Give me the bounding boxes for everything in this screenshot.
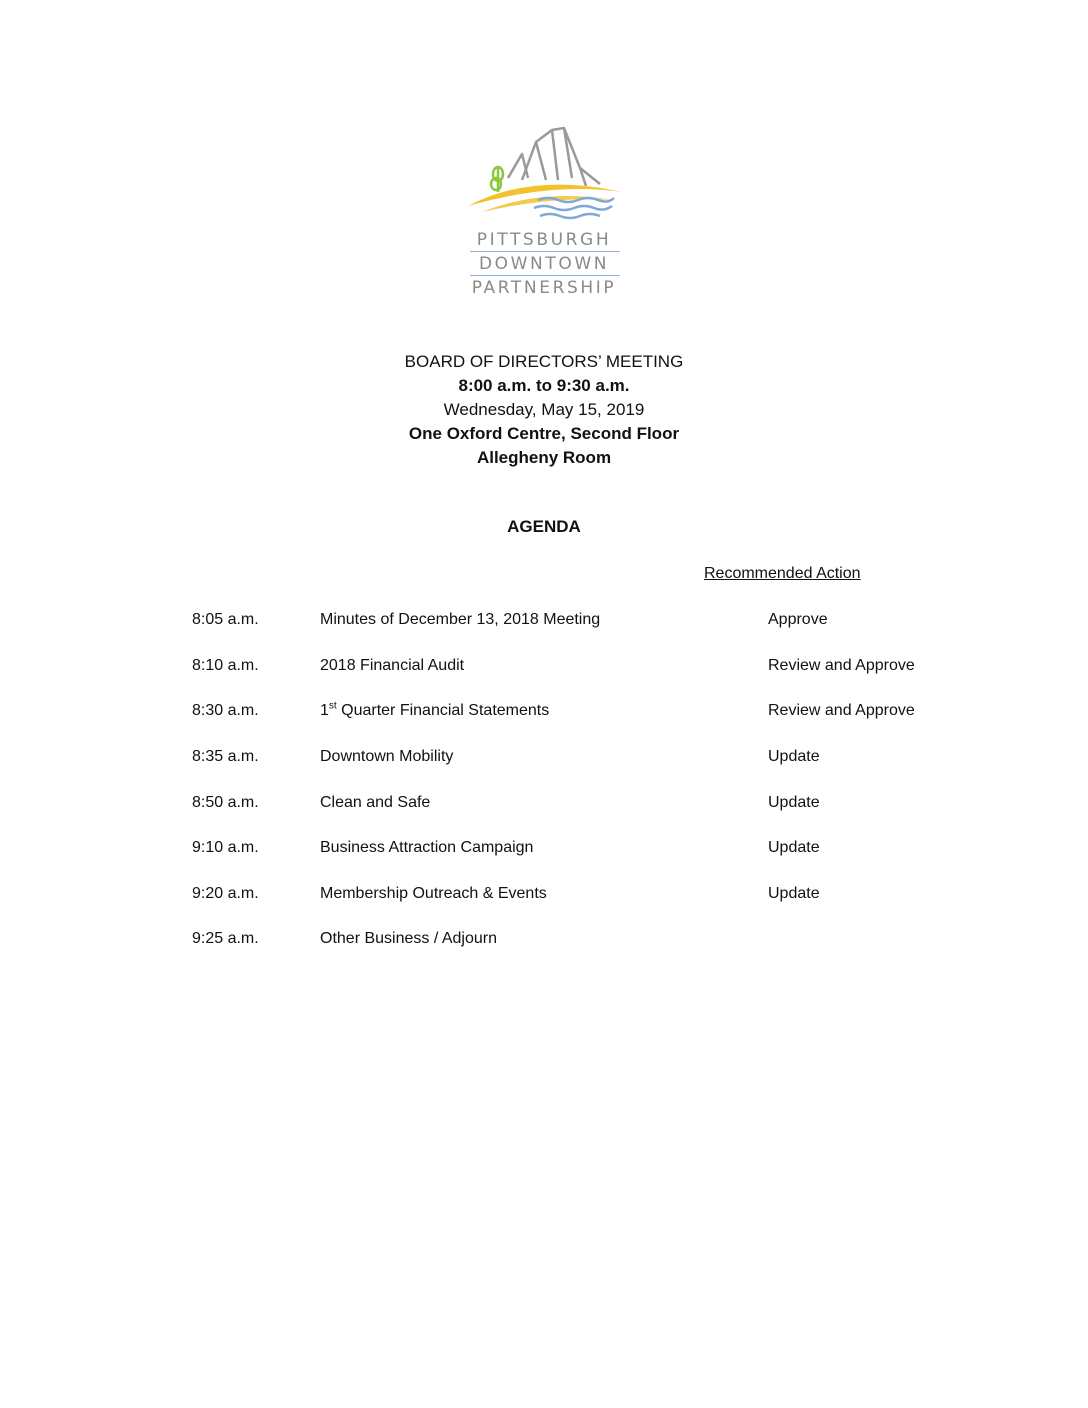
agenda-row [0, 930, 1088, 954]
agenda-item: Downtown Mobility [320, 748, 454, 765]
recommended-action-header: Recommended Action [704, 565, 861, 582]
agenda-time: 8:35 a.m. [192, 748, 259, 765]
agenda-item: Business Attraction Campaign [320, 839, 534, 856]
agenda-item: Clean and Safe [320, 794, 431, 811]
agenda-action: Update [768, 839, 820, 856]
agenda-action: Update [768, 794, 820, 811]
meeting-time: 8:00 a.m. to 9:30 a.m. [458, 376, 630, 395]
skyline-logo-icon [462, 120, 626, 230]
agenda-row [0, 657, 1088, 681]
agenda-action: Review and Approve [768, 702, 915, 719]
agenda-row [0, 794, 1088, 818]
agenda-time: 9:25 a.m. [192, 930, 259, 947]
agenda-row [0, 839, 1088, 863]
agenda-action: Update [768, 748, 820, 765]
meeting-location: One Oxford Centre, Second Floor [408, 424, 680, 443]
agenda-item: Other Business / Adjourn [320, 930, 497, 947]
logo-text-line2: DOWNTOWN [478, 254, 610, 274]
agenda-row [0, 702, 1088, 726]
agenda-action: Update [768, 885, 820, 902]
logo-text-line1: PITTSBURGH [476, 230, 612, 250]
agenda-time: 8:10 a.m. [192, 657, 259, 674]
agenda-time: 9:20 a.m. [192, 885, 259, 902]
agenda-item [320, 702, 549, 720]
agenda-item: Membership Outreach & Events [320, 885, 547, 902]
agenda-time: 8:50 a.m. [192, 794, 259, 811]
meeting-title: BOARD OF DIRECTORS’ MEETING [404, 352, 684, 371]
agenda-time: 9:10 a.m. [192, 839, 259, 856]
agenda-item: 2018 Financial Audit [320, 657, 465, 674]
meeting-date: Wednesday, May 15, 2019 [443, 400, 645, 419]
agenda-item-ordinal-suffix: st [328, 700, 337, 712]
logo-divider [470, 251, 620, 252]
logo-text-line3: PARTNERSHIP [471, 278, 617, 298]
agenda-time: 8:05 a.m. [192, 611, 259, 628]
agenda-item-text: Quarter Financial Statements [341, 702, 550, 719]
agenda-item: Minutes of December 13, 2018 Meeting [320, 611, 601, 628]
agenda-row [0, 885, 1088, 909]
logo-divider [470, 275, 620, 276]
agenda-title: AGENDA [507, 517, 581, 536]
agenda-item-ordinal: 1 [320, 702, 329, 719]
agenda-row [0, 611, 1088, 635]
agenda-action: Approve [768, 611, 828, 628]
organization-logo [462, 120, 626, 300]
agenda-time: 8:30 a.m. [192, 702, 259, 719]
agenda-row [0, 748, 1088, 772]
meeting-room: Allegheny Room [476, 448, 612, 467]
agenda-action: Review and Approve [768, 657, 915, 674]
